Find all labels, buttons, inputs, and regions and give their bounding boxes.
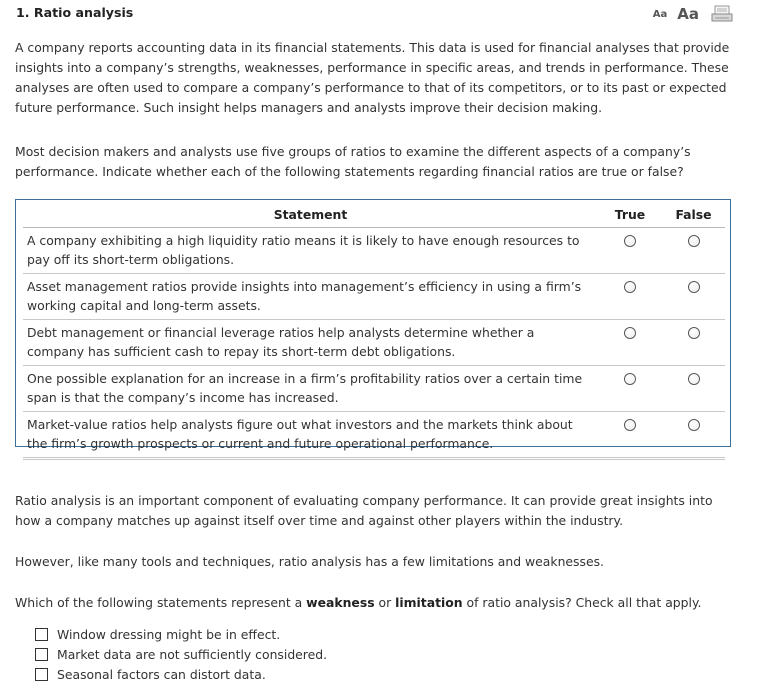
question-suffix: of ratio analysis? Check all that apply. [462, 595, 702, 610]
statement-text: Market-value ratios help analysts figure out what investors and the markets think about the firm’s growth prospects or current and future operational performance. [23, 411, 598, 458]
option-checkbox[interactable] [35, 668, 48, 681]
checkbox-option[interactable] [35, 644, 327, 664]
false-radio[interactable] [688, 373, 700, 385]
question-title: 1. Ratio analysis [16, 5, 134, 20]
decrease-font-button[interactable]: Aa [652, 8, 668, 20]
checkbox-option[interactable] [35, 664, 327, 684]
false-radio[interactable] [688, 281, 700, 293]
question-mid: or [374, 595, 396, 610]
statement-text: Asset management ratios provide insights into management’s efficiency in using a firm’s working capital and long-term assets. [23, 273, 598, 319]
false-radio[interactable] [688, 235, 700, 247]
table-row [23, 411, 725, 458]
text-tools [653, 3, 733, 25]
true-radio[interactable] [624, 235, 636, 247]
table-row [23, 227, 725, 273]
instructions-paragraph: Most decision makers and analysts use five groups of ratios to examine the different aspects of a company’s performance. Indicate whether each of the following statements regarding financial ratios are true or false? [15, 144, 691, 179]
increase-font-button[interactable]: Aa [677, 5, 699, 23]
question-prefix: Which of the following statements represent a [15, 595, 307, 610]
statement-text: A company exhibiting a high liquidity ratio means it is likely to have enough resources to pay off its short-term obligations. [23, 227, 598, 273]
false-header: False [662, 203, 725, 227]
true-header: True [598, 203, 662, 227]
statement-header: Statement [23, 203, 598, 227]
false-radio[interactable] [688, 327, 700, 339]
true-radio[interactable] [624, 327, 636, 339]
limitations-paragraph: However, like many tools and techniques, ratio analysis has a few limitations and weaknesses. [15, 554, 604, 569]
intro-paragraph: A company reports accounting data in its financial statements. This data is used for financial analyses that provide insights into a company’s strengths, weaknesses, performance in specific areas, and trends in performance. These analyses are often used to compare a company’s performance to that of its competitors, or to its past or expected future performance. Such insight helps managers and analysts improve their decision making. [15, 40, 730, 115]
option-label: Market data are not sufficiently considered. [57, 646, 328, 662]
option-label: Seasonal factors can distort data. [57, 666, 266, 682]
checkbox-option[interactable] [35, 624, 327, 644]
print-icon[interactable] [711, 5, 733, 23]
table-row [23, 273, 725, 319]
true-radio[interactable] [624, 419, 636, 431]
ratio-analysis-paragraph: Ratio analysis is an important component of evaluating company performance. It can provide great insights into how a company matches up against itself over time and against other players within the industry. [15, 493, 713, 528]
question-bold-limitation: limitation [395, 595, 463, 610]
question-bold-weakness: weakness [306, 595, 375, 610]
option-checkbox[interactable] [35, 628, 48, 641]
checkbox-list [35, 624, 327, 684]
question-header [15, 5, 733, 25]
statement-text: One possible explanation for an increase in a firm’s profitability ratios over a certain time span is that the company’s income has increased. [23, 365, 598, 411]
true-false-table [15, 199, 731, 451]
false-radio[interactable] [688, 419, 700, 431]
table-row [23, 365, 725, 411]
true-radio[interactable] [624, 373, 636, 385]
option-label: Window dressing might be in effect. [57, 626, 281, 642]
option-checkbox[interactable] [35, 648, 48, 661]
checkbox-question [15, 593, 731, 613]
table-row [23, 319, 725, 365]
statement-text: Debt management or financial leverage ratios help analysts determine whether a company has sufficient cash to repay its short-term debt obligations. [23, 319, 598, 365]
true-radio[interactable] [624, 281, 636, 293]
